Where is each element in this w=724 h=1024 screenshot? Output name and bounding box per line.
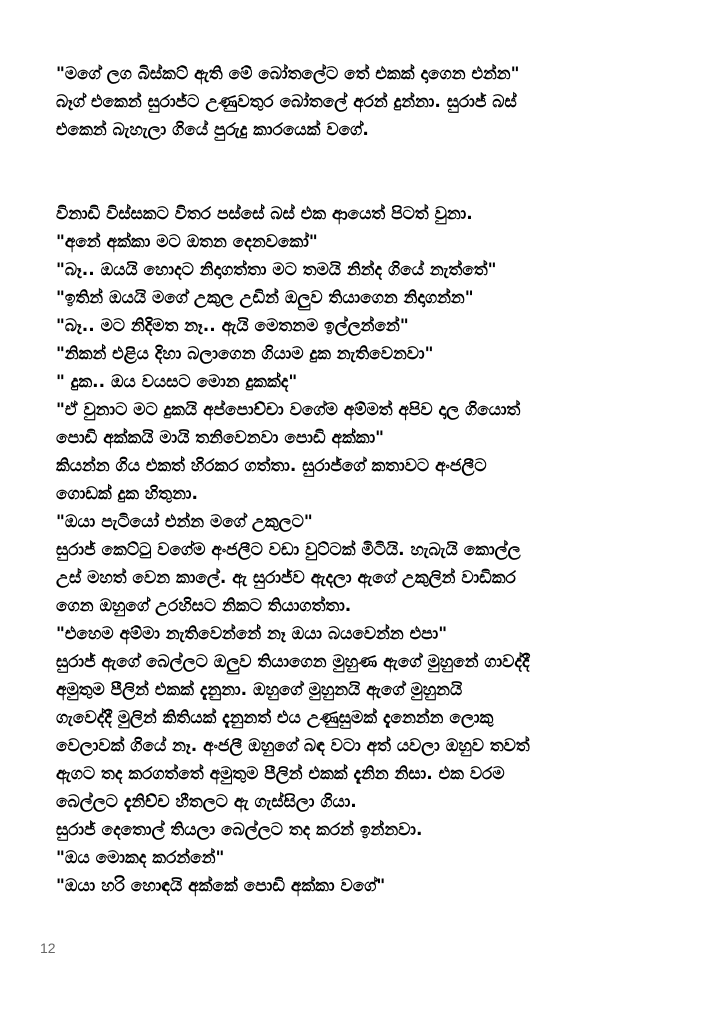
text-line: "ඔය මොකද කරන්නේ"	[56, 848, 225, 868]
text-line: ගෙන ඔහුගේ උරහිසට නිකට තියාගත්තා.	[56, 596, 352, 616]
text-line: " දුක.. ඔය වයසට මොන දුකක්ද"	[56, 372, 298, 392]
text-line: සුරාජ් ඇගේ බෙල්ලට ඔලුව තියාගෙන මුහුණ ඇගේ මුහුනේ ගාවද්දී	[56, 652, 530, 672]
text-line: පොඩි අක්කයි මායි තනිවෙනවා පොඩි අක්කා"	[56, 428, 385, 448]
text-line: "මගේ ලග බිස්කට් ඇති මේ බෝතලේට තේ එකක් දාගෙන එන්න"	[56, 64, 520, 84]
text-line: ඇගට තද කරගත්තේ අමුතුම පීලින් එකක් දැනින නිසා. එක වරම	[56, 764, 505, 784]
text-line: "ඒ වුනාට මට දුකයි අප්පොච්චා වගේම අම්මත් අපිව දාල ගියොත්	[56, 400, 521, 420]
text-line: සුරාජ් දෙතොල් තියලා බෙල්ලට තද කරන් ඉන්නවා.	[56, 820, 423, 840]
paragraph-main	[56, 200, 676, 900]
text-line: "අනේ අක්කා මට ඔතන දෙනවකෝ"	[56, 232, 318, 252]
text-line: බෙල්ලට දැනිච්ච හීතලට ඇ ගැස්සිලා ගියා.	[56, 792, 357, 812]
text-line: උස් මහත් වෙන කාලේ. ඇ සුරාජ්ව ඇදලා ඇගේ උකුලින් වාඩිකර	[56, 568, 516, 588]
text-line: වෙලාවක් ගියේ නෑ. අංජලී ඔහුගේ බඳ වටා අත් යවලා ඔහුව තවත්	[56, 736, 530, 756]
text-line: අමුතුම පීලින් එකක් දැනුනා. ඔහුගේ මුහුනයි ඇගේ මුහුනයි	[56, 680, 463, 700]
text-line: "ඉතින් ඔයයි මගේ උකුල උඩින් ඔලුව තියාගෙන නිදාගන්න"	[56, 288, 474, 308]
text-line: "බෑ.. මට නිදිමත නෑ.. ඇයි මෙතනම ඉල්ලන්නේ"	[56, 316, 409, 336]
text-line: විනාඩි විස්සකට විතර පස්සේ බස් එක ආයෙත් පිටත් වුනා.	[56, 204, 473, 224]
text-line: "ඔයා පැටියෝ එන්න මගේ උකුලට"	[56, 512, 313, 532]
text-line: "ඔයා හරි හොඳයි අක්කේ පොඩි අක්කා වගේ"	[56, 876, 386, 896]
text-line: ගැවෙද්දී මුලින් කිතියක් දැනුනත් එය උණුසුමක් දැනෙන්න ලොකු	[56, 708, 494, 728]
text-line: එකෙන් බැහැලා ගියේ පුරුදු කාරයෙක් වගේ.	[56, 120, 369, 140]
paragraph-intro	[56, 60, 676, 144]
text-line: කියන්න ගිය එකත් හිරකර ගත්තා. සුරාජ්ගේ කතාවට අංජලීට	[56, 456, 487, 476]
text-line: "එහෙම අම්මා නැතිවෙන්නේ නෑ ඔයා බයවෙන්න එපා"	[56, 624, 448, 644]
text-line: "බෑ.. ඔයයි හොදට නිදාගත්තා මට තමයි නින්ද ගියේ නැත්තේ"	[56, 260, 497, 280]
text-line: ගොඩක් දුක හිතුනා.	[56, 484, 198, 504]
text-line: සුරාජ් කෙට්ටු වගේම අංජලීට වඩා වුට්ටක් මිටියි. හැබැයි කොල්ල	[56, 540, 521, 560]
text-line: බෑග් එකෙන් සුරාජ්ට උණුවතුර බෝතලේ අරන් දුන්නා. සුරාජ් බස්	[56, 92, 517, 112]
page-number: 12	[40, 940, 56, 956]
text-line: "නිකන් එළිය දිහා බලාගෙන ගියාම දුක නැතිවෙනවා"	[56, 344, 434, 364]
